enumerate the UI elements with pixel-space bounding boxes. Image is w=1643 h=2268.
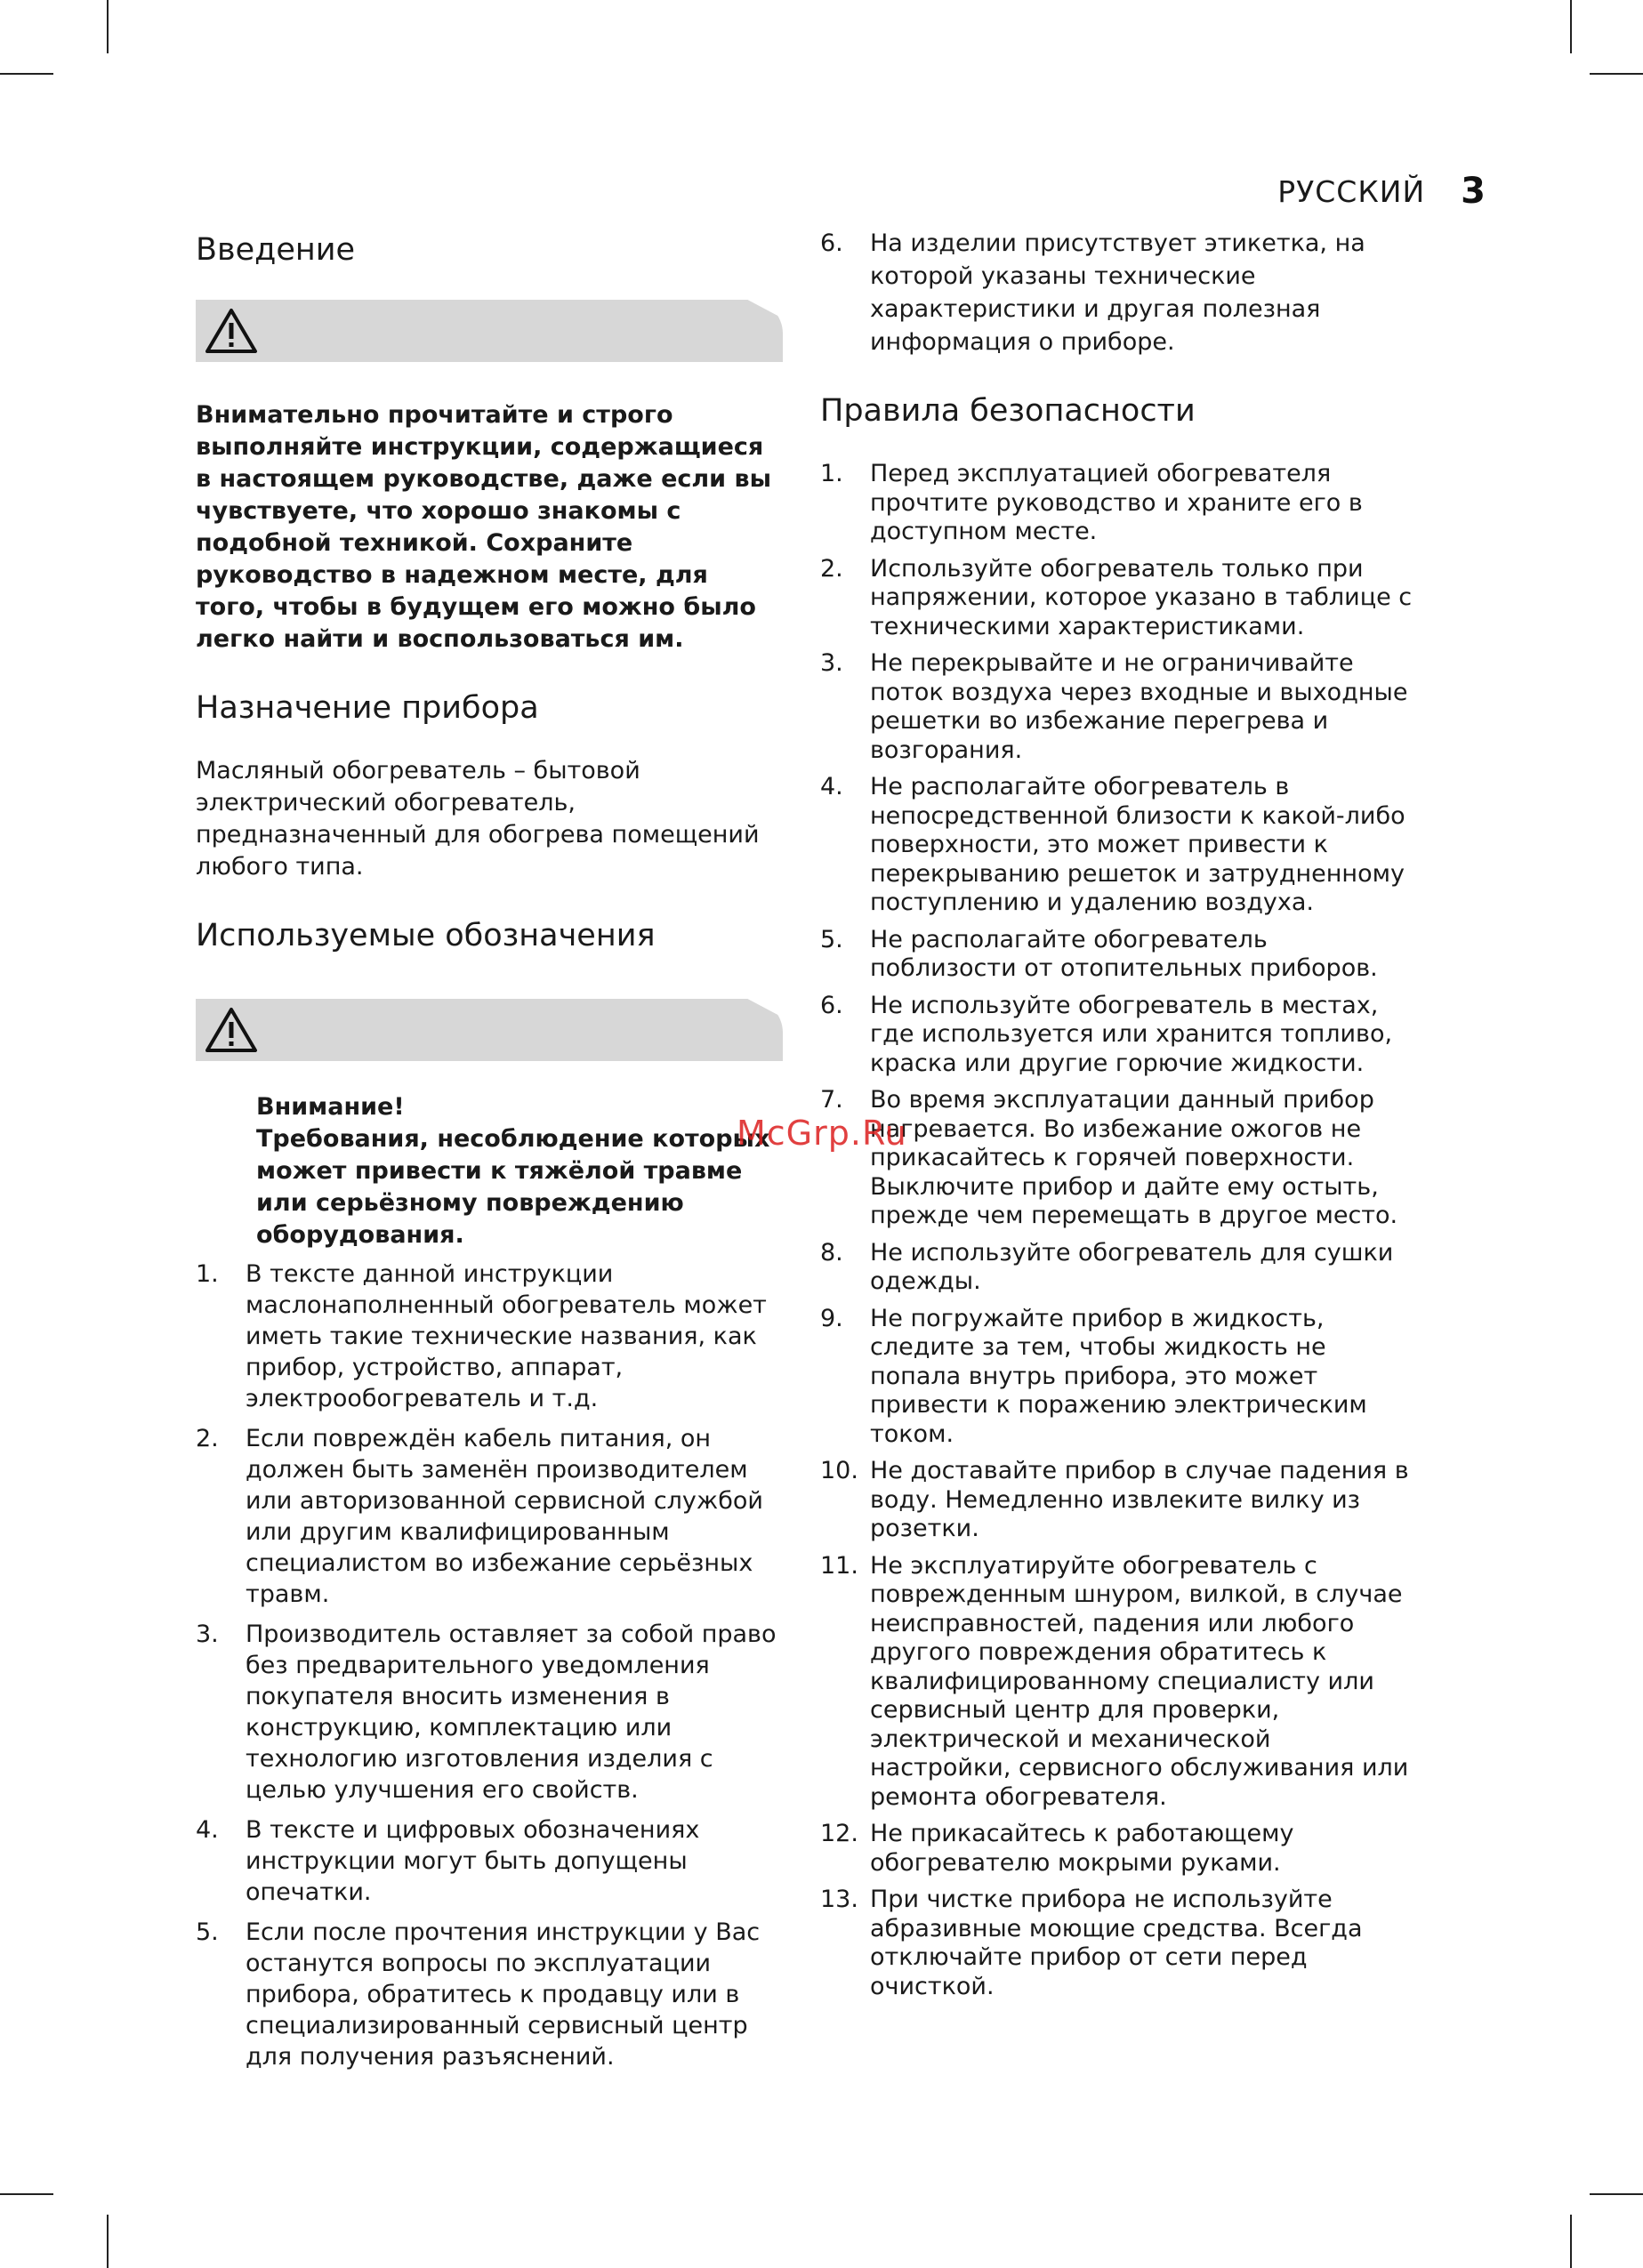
- list-item: 9. Не погружайте прибор в жидкость, следите за тем, чтобы жидкость не попала внутрь прибора, это может привести к поражению электрическим током.: [820, 1304, 1367, 1448]
- purpose-text: Масляный обогреватель – бытовой электрический обогреватель, предназначенный для обогрева помещений любого типа.: [196, 757, 760, 881]
- list-item: 1. В тексте данной инструкции маслонаполненный обогреватель может иметь такие технические названия, как прибор, устройство, аппарат, электрообогреватель и т.д.: [196, 1260, 767, 1412]
- list-item: 8. Не используйте обогреватель для сушки одежды.: [820, 1238, 1394, 1295]
- right-column: [820, 227, 1416, 2001]
- attention-label: Внимание!: [256, 1093, 405, 1121]
- warning-triangle-icon: [205, 1006, 258, 1054]
- safety-title: Правила безопасности: [820, 393, 1196, 429]
- list-item: 4. Не располагайте обогреватель в непосредственной близости к какой-либо поверхности, это может привести к перекрыванию решеток и затрудненному поступлению и удалению воздуха.: [820, 773, 1405, 916]
- list-item: 11. Не эксплуатируйте обогреватель с поврежденным шнуром, вилкой, в случае неисправностей, падения или любого другого повреждения обратитесь к квалифицированному специалисту или сервисный центр для проверки, электрической и механической настройки, сервисного обслуживания или ремонта обогревателя.: [820, 1551, 1409, 1811]
- warning-triangle-icon: [205, 307, 258, 355]
- list-item: 6. Не используйте обогреватель в местах, где используется или хранится топливо, краска или другие горючие жидкости.: [820, 991, 1393, 1077]
- crop-mark: [1570, 2215, 1572, 2268]
- crop-mark: [1590, 73, 1643, 75]
- safety-list: [820, 460, 1416, 2001]
- list-item: 12. Не прикасайтесь к работающему обогревателю мокрыми руками.: [820, 1820, 1294, 1877]
- intro-warning-text: Внимательно прочитайте и строго выполняйте инструкции, содержащиеся в настоящем руководстве, даже если вы чувствуете, что хорошо знакомы с подобной техникой. Сохраните руководство в надежном месте, для того, чтобы в будущем его можно было легко найти и воспользоваться им.: [196, 401, 771, 653]
- list-item: 2. Используйте обогреватель только при напряжении, которое указано в таблице с техническими характеристиками.: [820, 554, 1413, 640]
- page-number: 3: [1461, 171, 1486, 212]
- attention-text: Требования, несоблюдение которых может привести к тяжёлой травме или серьёзному повреждению оборудования.: [256, 1125, 770, 1249]
- list-item: 5. Не располагайте обогреватель поблизости от отопительных приборов.: [820, 925, 1378, 982]
- crop-mark: [0, 2193, 53, 2195]
- list-item: 7. Во время эксплуатации данный прибор нагревается. Во избежание ожогов не прикасайтесь к горячей поверхности. Выключите прибор и дайте ему остыть, прежде чем перемещать в другое место.: [820, 1086, 1398, 1229]
- intro-title: Введение: [196, 232, 356, 268]
- general-list-continued: [820, 227, 1416, 358]
- crop-mark: [0, 73, 53, 75]
- warning-bar: [196, 999, 783, 1061]
- crop-mark: [107, 0, 109, 53]
- crop-mark: [1590, 2193, 1643, 2195]
- warning-bar: [196, 300, 783, 362]
- list-item: 10. Не доставайте прибор в случае падения в воду. Немедленно извлеките вилку из розетки.: [820, 1457, 1409, 1542]
- list-item: 13. При чистке прибора не используйте абразивные моющие средства. Всегда отключайте прибор от сети перед очисткой.: [820, 1886, 1363, 2000]
- crop-mark: [107, 2215, 109, 2268]
- list-item: 6. На изделии присутствует этикетка, на которой указаны технические характеристики и другая полезная информация о приборе.: [820, 229, 1365, 356]
- attention-block: [196, 1091, 783, 1251]
- list-item: 3. Производитель оставляет за собой право без предварительного уведомления покупателя вносить изменения в конструкцию, комплектацию или технологию изготовления изделия с целью улучшения его свойств.: [196, 1621, 777, 1804]
- list-item: 4. В тексте и цифровых обозначениях инструкции могут быть допущены опечатки.: [196, 1816, 700, 1906]
- purpose-title: Назначение прибора: [196, 690, 539, 726]
- page-header: [1245, 169, 1486, 213]
- watermark: McGrp.Ru: [737, 1114, 907, 1153]
- list-item: 1. Перед эксплуатацией обогревателя прочтите руководство и храните его в доступном месте.: [820, 460, 1363, 545]
- crop-mark: [1570, 0, 1572, 53]
- symbols-title: Используемые обозначения: [196, 918, 656, 953]
- list-item: 5. Если после прочтения инструкции у Вас останутся вопросы по эксплуатации прибора, обратитесь к продавцу или в специализированный сервисный центр для получения разъяснений.: [196, 1918, 761, 2071]
- language-label: РУССКИЙ: [1277, 173, 1426, 209]
- list-item: 3. Не перекрывайте и не ограничивайте поток воздуха через входные и выходные решетки во избежание перегрева и возгорания.: [820, 649, 1408, 764]
- list-item: 2. Если повреждён кабель питания, он должен быть заменён производителем или авторизованной сервисной службой или другим квалифицированным специалистом во избежание серьёзных травм.: [196, 1425, 763, 1608]
- general-list: [196, 1259, 783, 2072]
- left-column: [196, 222, 783, 2072]
